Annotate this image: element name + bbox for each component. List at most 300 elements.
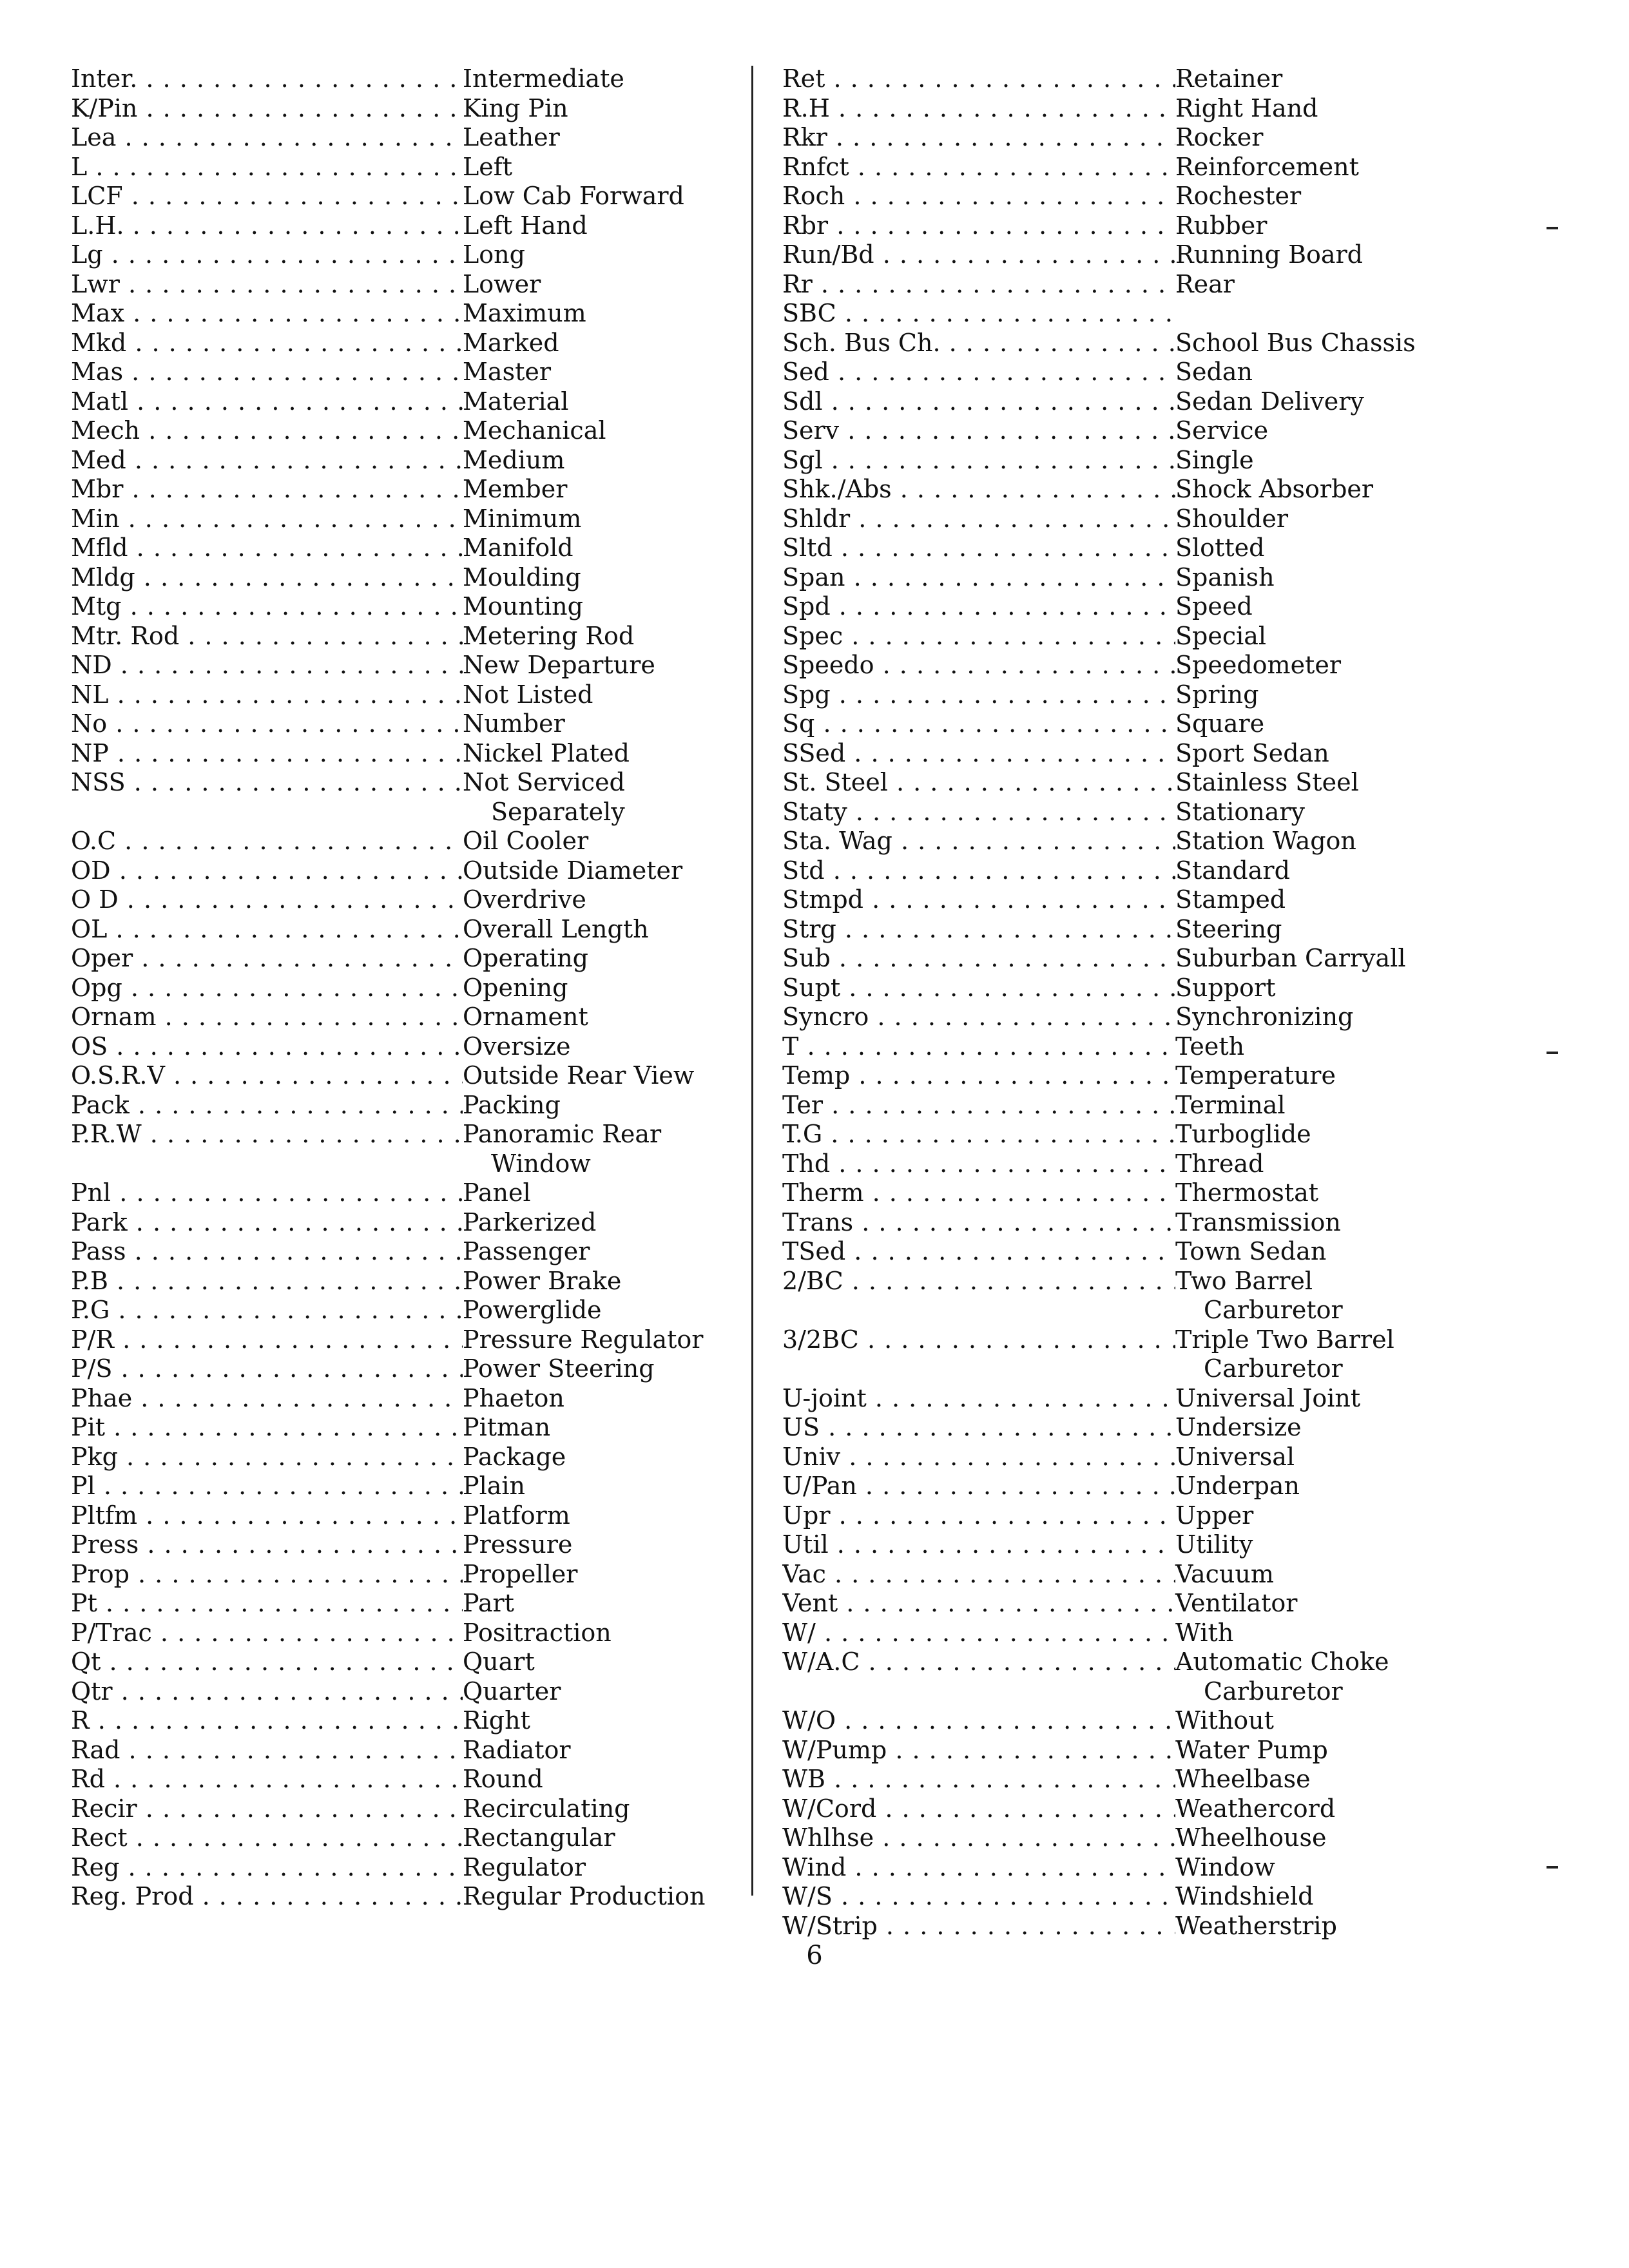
abbreviation-term: Sq . . . bbox=[782, 709, 1175, 739]
meaning-text: Moulding bbox=[463, 562, 581, 591]
abbreviation-meaning bbox=[1175, 505, 1440, 534]
abbreviation-meaning bbox=[1175, 387, 1440, 417]
abbreviation-meaning bbox=[463, 856, 715, 886]
abbreviation-meaning bbox=[463, 1472, 715, 1501]
margin-mark bbox=[1547, 1866, 1558, 1869]
meaning-continuation: Carburetor bbox=[1204, 1677, 1343, 1706]
abbreviation-term: Span . . . bbox=[782, 563, 1175, 593]
meaning-text: Manifold bbox=[463, 533, 574, 562]
abbreviation-entry bbox=[782, 563, 1440, 593]
abbreviation-meaning bbox=[463, 1706, 715, 1736]
meaning-text: Undersize bbox=[1175, 1413, 1302, 1441]
abbreviation-term: NSS . . . bbox=[71, 768, 463, 798]
abbreviation-term: Inter. . . . bbox=[71, 64, 463, 94]
abbreviation-term: Reg. Prod . . . bbox=[71, 1882, 463, 1912]
abbreviation-entry bbox=[782, 944, 1440, 974]
abbreviation-meaning bbox=[463, 944, 715, 974]
abbreviation-meaning bbox=[463, 563, 715, 593]
abbreviation-meaning bbox=[463, 651, 715, 680]
abbreviation-entry bbox=[782, 1736, 1440, 1765]
meaning-text: Not Listed bbox=[463, 680, 593, 709]
abbreviation-term: W/ . . . bbox=[782, 1619, 1175, 1648]
meaning-text: Thermostat bbox=[1175, 1178, 1319, 1207]
abbreviation-term: Sgl . . . bbox=[782, 446, 1175, 476]
abbreviation-meaning bbox=[1175, 1091, 1440, 1120]
meaning-text: Marked bbox=[463, 328, 559, 357]
abbreviation-entry bbox=[71, 533, 715, 563]
abbreviation-meaning bbox=[1175, 1208, 1440, 1238]
abbreviation-meaning bbox=[1175, 1120, 1440, 1149]
abbreviation-term: Speedo . . . bbox=[782, 651, 1175, 680]
abbreviation-meaning bbox=[1175, 709, 1440, 739]
abbreviation-term: P.G . . . bbox=[71, 1296, 463, 1325]
meaning-text: Utility bbox=[1175, 1530, 1253, 1559]
abbreviation-meaning bbox=[463, 1208, 715, 1238]
abbreviation-term: Stmpd . . . bbox=[782, 885, 1175, 915]
abbreviation-entry bbox=[71, 416, 715, 446]
abbreviation-meaning bbox=[463, 1853, 715, 1883]
meaning-text: Positraction bbox=[463, 1618, 612, 1647]
meaning-text: Terminal bbox=[1175, 1090, 1286, 1119]
abbreviation-meaning bbox=[1175, 1384, 1440, 1414]
abbreviation-meaning bbox=[463, 1296, 715, 1325]
abbreviation-meaning bbox=[1175, 64, 1440, 94]
meaning-text: Service bbox=[1175, 416, 1269, 445]
meaning-text: Radiator bbox=[463, 1735, 571, 1764]
abbreviation-term: Mas . . . bbox=[71, 358, 463, 387]
abbreviation-meaning bbox=[1175, 1823, 1440, 1853]
meaning-text: Stamped bbox=[1175, 885, 1286, 914]
abbreviation-entry bbox=[71, 387, 715, 417]
abbreviation-entry bbox=[782, 915, 1440, 945]
abbreviation-meaning bbox=[1175, 1472, 1440, 1501]
abbreviation-meaning bbox=[1175, 1794, 1440, 1824]
meaning-text: Lower bbox=[463, 269, 541, 298]
meaning-text: Sport Sedan bbox=[1175, 738, 1329, 767]
abbreviation-term: ND . . . bbox=[71, 651, 463, 680]
abbreviation-term: NP . . . bbox=[71, 739, 463, 769]
meaning-text: Overall Length bbox=[463, 914, 649, 943]
abbreviation-term: Mtr. Rod . . . bbox=[71, 622, 463, 651]
abbreviation-meaning bbox=[1175, 622, 1440, 651]
abbreviation-term: Vent . . . bbox=[782, 1589, 1175, 1619]
abbreviation-entry bbox=[71, 1501, 715, 1531]
meaning-text: Plain bbox=[463, 1472, 526, 1500]
abbreviation-term: Pt . . . bbox=[71, 1589, 463, 1619]
meaning-text: Pressure Regulator bbox=[463, 1325, 704, 1354]
meaning-text: Triple Two Barrel bbox=[1175, 1325, 1394, 1354]
abbreviation-term: L . . . bbox=[71, 153, 463, 182]
abbreviation-entry bbox=[782, 885, 1440, 915]
abbreviation-entry bbox=[782, 1384, 1440, 1414]
abbreviation-term: Syncro . . . bbox=[782, 1003, 1175, 1032]
meaning-text: Shock Absorber bbox=[1175, 475, 1374, 503]
abbreviation-meaning bbox=[463, 1882, 715, 1912]
abbreviation-term: Prop . . . bbox=[71, 1560, 463, 1590]
meaning-text: Sedan bbox=[1175, 358, 1253, 386]
abbreviation-meaning bbox=[463, 1648, 715, 1677]
meaning-text: Quart bbox=[463, 1648, 535, 1676]
abbreviation-entry bbox=[71, 1267, 715, 1296]
meaning-text: Reinforcement bbox=[1175, 152, 1359, 181]
abbreviation-entry bbox=[782, 1178, 1440, 1208]
abbreviation-entry bbox=[782, 1267, 1440, 1325]
abbreviation-entry bbox=[782, 475, 1440, 505]
meaning-text: Material bbox=[463, 387, 569, 416]
abbreviation-entry bbox=[71, 1443, 715, 1472]
abbreviation-term: P.B . . . bbox=[71, 1267, 463, 1296]
abbreviation-meaning bbox=[1175, 1032, 1440, 1062]
meaning-text: Metering Rod bbox=[463, 621, 635, 650]
abbreviation-entry bbox=[71, 944, 715, 974]
abbreviation-meaning bbox=[463, 1091, 715, 1120]
meaning-text: Without bbox=[1175, 1706, 1274, 1735]
abbreviation-term: Park . . . bbox=[71, 1208, 463, 1238]
abbreviation-term: Sed . . . bbox=[782, 358, 1175, 387]
abbreviation-entry bbox=[71, 1032, 715, 1062]
abbreviation-term: Lg . . . bbox=[71, 240, 463, 270]
abbreviation-entry bbox=[71, 1560, 715, 1590]
margin-mark bbox=[1547, 1052, 1558, 1054]
abbreviation-entry bbox=[782, 1765, 1440, 1794]
abbreviation-term: Opg . . . bbox=[71, 974, 463, 1003]
abbreviation-term: 2/BC . . . bbox=[782, 1267, 1175, 1296]
abbreviation-entry bbox=[71, 739, 715, 769]
abbreviation-entry bbox=[782, 739, 1440, 769]
abbreviation-entry bbox=[782, 1530, 1440, 1560]
abbreviation-term: O.S.R.V . . . bbox=[71, 1061, 463, 1091]
abbreviation-meaning bbox=[463, 739, 715, 769]
meaning-text: Not Serviced bbox=[463, 768, 625, 796]
abbreviation-entry bbox=[71, 1384, 715, 1414]
abbreviation-entry bbox=[782, 1091, 1440, 1120]
abbreviation-entry bbox=[71, 1530, 715, 1560]
abbreviation-entry bbox=[782, 533, 1440, 563]
abbreviation-entry bbox=[71, 1178, 715, 1208]
meaning-text: Windshield bbox=[1175, 1882, 1314, 1910]
abbreviation-term: TSed . . . bbox=[782, 1237, 1175, 1267]
meaning-text: Opening bbox=[463, 973, 568, 1002]
abbreviation-entry bbox=[782, 329, 1440, 358]
abbreviation-term: Temp . . . bbox=[782, 1061, 1175, 1091]
meaning-text: Regular Production bbox=[463, 1882, 706, 1910]
abbreviation-term: No . . . bbox=[71, 709, 463, 739]
meaning-text: Minimum bbox=[463, 504, 582, 533]
abbreviation-entry bbox=[782, 1912, 1440, 1941]
abbreviation-term: Mbr . . . bbox=[71, 475, 463, 505]
meaning-text: Platform bbox=[463, 1501, 570, 1530]
meaning-text: Operating bbox=[463, 944, 589, 972]
abbreviation-meaning bbox=[1175, 1178, 1440, 1208]
abbreviation-meaning bbox=[463, 1677, 715, 1707]
abbreviation-meaning bbox=[1175, 1736, 1440, 1765]
abbreviation-entry bbox=[782, 1061, 1440, 1091]
abbreviation-meaning bbox=[1175, 827, 1440, 856]
abbreviation-term: Rd . . . bbox=[71, 1765, 463, 1794]
meaning-text: Regulator bbox=[463, 1852, 586, 1881]
abbreviation-meaning bbox=[1175, 1149, 1440, 1179]
abbreviation-entry bbox=[71, 1354, 715, 1384]
abbreviation-meaning bbox=[463, 1061, 715, 1091]
abbreviation-entry bbox=[782, 1589, 1440, 1619]
abbreviation-term: Pack . . . bbox=[71, 1091, 463, 1120]
abbreviation-term: Strg . . . bbox=[782, 915, 1175, 945]
meaning-text: Number bbox=[463, 709, 565, 738]
abbreviation-entry bbox=[71, 240, 715, 270]
meaning-text: Rocker bbox=[1175, 123, 1264, 151]
meaning-text: Outside Rear View bbox=[463, 1061, 695, 1090]
meaning-text: Quarter bbox=[463, 1677, 561, 1706]
meaning-text: Outside Diameter bbox=[463, 856, 683, 885]
abbreviation-meaning bbox=[463, 123, 715, 153]
abbreviation-term: Oper . . . bbox=[71, 944, 463, 974]
abbreviation-meaning bbox=[463, 1384, 715, 1414]
meaning-text: Recirculating bbox=[463, 1794, 630, 1823]
meaning-text: Rear bbox=[1175, 269, 1235, 298]
abbreviation-term: L.H. . . . bbox=[71, 211, 463, 241]
abbreviation-entry bbox=[782, 94, 1440, 124]
meaning-text: Speedometer bbox=[1175, 651, 1341, 679]
abbreviation-meaning bbox=[1175, 1413, 1440, 1443]
abbreviation-entry bbox=[71, 1794, 715, 1824]
abbreviation-meaning bbox=[463, 1237, 715, 1267]
meaning-text: Weathercord bbox=[1175, 1794, 1336, 1823]
meaning-text: Sedan Delivery bbox=[1175, 387, 1364, 416]
meaning-text: Leather bbox=[463, 123, 560, 151]
abbreviation-meaning bbox=[463, 1794, 715, 1824]
abbreviation-entry bbox=[782, 651, 1440, 680]
abbreviation-term: P/Trac . . . bbox=[71, 1619, 463, 1648]
abbreviation-meaning bbox=[1175, 1619, 1440, 1648]
abbreviation-entry bbox=[782, 1443, 1440, 1472]
abbreviation-entry bbox=[71, 592, 715, 622]
abbreviation-entry bbox=[71, 1648, 715, 1677]
abbreviation-term: Matl . . . bbox=[71, 387, 463, 417]
abbreviation-term: U/Pan . . . bbox=[782, 1472, 1175, 1501]
abbreviation-meaning bbox=[463, 387, 715, 417]
abbreviation-entry bbox=[782, 768, 1440, 798]
meaning-text: Right Hand bbox=[1175, 93, 1318, 122]
abbreviation-meaning bbox=[463, 1413, 715, 1443]
abbreviation-meaning bbox=[463, 1823, 715, 1853]
abbreviation-entry bbox=[71, 1413, 715, 1443]
abbreviation-term: Shldr . . . bbox=[782, 505, 1175, 534]
abbreviation-meaning bbox=[1175, 329, 1440, 358]
abbreviation-entry bbox=[782, 1648, 1440, 1706]
abbreviation-meaning bbox=[463, 358, 715, 387]
abbreviation-meaning bbox=[463, 1120, 715, 1178]
abbreviation-meaning bbox=[463, 1267, 715, 1296]
abbreviation-entry bbox=[71, 651, 715, 680]
abbreviation-term: Wind . . . bbox=[782, 1853, 1175, 1883]
abbreviation-term: T.G . . . bbox=[782, 1120, 1175, 1149]
meaning-text: Spring bbox=[1175, 680, 1259, 709]
abbreviation-meaning bbox=[1175, 680, 1440, 710]
abbreviation-term: W/A.C . . . bbox=[782, 1648, 1175, 1677]
abbreviation-entry bbox=[782, 416, 1440, 446]
meaning-text: Part bbox=[463, 1589, 514, 1617]
abbreviation-entry bbox=[782, 240, 1440, 270]
meaning-text: Rubber bbox=[1175, 211, 1268, 240]
meaning-text: Intermediate bbox=[463, 64, 624, 93]
abbreviation-entry bbox=[782, 1619, 1440, 1648]
abbreviation-term: Ret . . . bbox=[782, 64, 1175, 94]
abbreviation-term: W/Pump . . . bbox=[782, 1736, 1175, 1765]
abbreviation-meaning bbox=[1175, 270, 1440, 300]
abbreviation-meaning bbox=[1175, 1589, 1440, 1619]
abbreviation-meaning bbox=[463, 1589, 715, 1619]
abbreviation-term: Qtr . . . bbox=[71, 1677, 463, 1707]
meaning-text: Shoulder bbox=[1175, 504, 1288, 533]
abbreviation-entry bbox=[782, 123, 1440, 153]
abbreviation-term: Sta. Wag . . . bbox=[782, 827, 1175, 856]
abbreviation-entry bbox=[71, 182, 715, 211]
abbreviation-entry bbox=[782, 387, 1440, 417]
abbreviation-entry bbox=[782, 182, 1440, 211]
abbreviation-term: Reg . . . bbox=[71, 1853, 463, 1883]
meaning-continuation: Window bbox=[491, 1149, 591, 1178]
abbreviation-term: Rect . . . bbox=[71, 1823, 463, 1853]
abbreviation-term: Pkg . . . bbox=[71, 1443, 463, 1472]
abbreviation-term: Util . . . bbox=[782, 1530, 1175, 1560]
abbreviation-meaning bbox=[1175, 240, 1440, 270]
abbreviation-entry bbox=[782, 299, 1440, 329]
meaning-text: Suburban Carryall bbox=[1175, 944, 1406, 972]
abbreviation-meaning bbox=[1175, 1853, 1440, 1883]
meaning-text: Speed bbox=[1175, 592, 1253, 620]
abbreviation-entry bbox=[71, 358, 715, 387]
margin-mark bbox=[1547, 227, 1558, 229]
abbreviation-meaning bbox=[463, 1003, 715, 1032]
abbreviation-term: Rbr . . . bbox=[782, 211, 1175, 241]
abbreviation-meaning bbox=[463, 475, 715, 505]
abbreviation-meaning bbox=[1175, 885, 1440, 915]
abbreviation-term: Sub . . . bbox=[782, 944, 1175, 974]
abbreviation-term: Mkd . . . bbox=[71, 329, 463, 358]
meaning-text: Station Wagon bbox=[1175, 827, 1356, 855]
abbreviation-entry bbox=[782, 1208, 1440, 1238]
meaning-text: Long bbox=[463, 240, 525, 269]
abbreviation-entry bbox=[71, 153, 715, 182]
abbreviation-entry bbox=[71, 446, 715, 476]
meaning-text: Weatherstrip bbox=[1175, 1911, 1337, 1940]
abbreviation-entry bbox=[71, 1619, 715, 1648]
abbreviation-entry bbox=[71, 270, 715, 300]
abbreviation-term: R.H . . . bbox=[782, 94, 1175, 124]
abbreviation-term: T . . . bbox=[782, 1032, 1175, 1062]
abbreviation-term: SSed . . . bbox=[782, 739, 1175, 769]
abbreviation-entry bbox=[71, 709, 715, 739]
abbreviation-term: Std . . . bbox=[782, 856, 1175, 886]
abbreviation-term: Recir . . . bbox=[71, 1794, 463, 1824]
abbreviation-entry bbox=[71, 94, 715, 124]
meaning-text: Wheelhouse bbox=[1175, 1823, 1327, 1852]
abbreviation-meaning bbox=[1175, 915, 1440, 945]
abbreviation-term: Pltfm . . . bbox=[71, 1501, 463, 1531]
abbreviation-term: St. Steel . . . bbox=[782, 768, 1175, 798]
abbreviation-term: Max . . . bbox=[71, 299, 463, 329]
abbreviation-term: Pl . . . bbox=[71, 1472, 463, 1501]
abbreviation-entry bbox=[782, 1501, 1440, 1531]
meaning-text: Square bbox=[1175, 709, 1265, 738]
abbreviation-term: P.R.W . . . bbox=[71, 1120, 463, 1149]
abbreviation-term: W/Cord . . . bbox=[782, 1794, 1175, 1824]
abbreviation-meaning bbox=[463, 622, 715, 651]
abbreviation-meaning bbox=[463, 915, 715, 945]
abbreviation-entry bbox=[71, 974, 715, 1003]
abbreviation-entry bbox=[71, 1882, 715, 1912]
abbreviation-meaning bbox=[463, 974, 715, 1003]
abbreviation-meaning bbox=[1175, 651, 1440, 680]
meaning-text: Panel bbox=[463, 1178, 531, 1207]
abbreviation-term: Rad . . . bbox=[71, 1736, 463, 1765]
abbreviation-meaning bbox=[463, 270, 715, 300]
abbreviation-entry bbox=[71, 856, 715, 886]
abbreviation-meaning bbox=[1175, 1267, 1440, 1325]
abbreviation-term: Roch . . . bbox=[782, 182, 1175, 211]
meaning-text: New Departure bbox=[463, 651, 655, 679]
abbreviation-entry bbox=[782, 1120, 1440, 1149]
abbreviation-term: Sltd . . . bbox=[782, 533, 1175, 563]
abbreviation-entry bbox=[782, 1560, 1440, 1590]
abbreviation-term: Mtg . . . bbox=[71, 592, 463, 622]
page-number: 6 bbox=[806, 1941, 823, 1970]
meaning-text: Pressure bbox=[463, 1530, 573, 1559]
abbreviation-term: Lwr . . . bbox=[71, 270, 463, 300]
abbreviation-entry bbox=[782, 1794, 1440, 1824]
abbreviation-term: 3/2BC . . . bbox=[782, 1325, 1175, 1355]
abbreviation-term: Ornam . . . bbox=[71, 1003, 463, 1032]
meaning-text: Stationary bbox=[1175, 797, 1306, 826]
abbreviation-entry bbox=[782, 1325, 1440, 1384]
abbreviation-meaning bbox=[463, 240, 715, 270]
meaning-text: Special bbox=[1175, 621, 1267, 650]
abbreviation-term: Serv . . . bbox=[782, 416, 1175, 446]
abbreviation-entry bbox=[782, 1472, 1440, 1501]
meaning-text: Maximum bbox=[463, 299, 586, 327]
meaning-text: Medium bbox=[463, 445, 565, 474]
abbreviation-meaning bbox=[1175, 94, 1440, 124]
abbreviation-meaning bbox=[1175, 768, 1440, 798]
abbreviation-meaning bbox=[463, 211, 715, 241]
abbreviation-entry bbox=[782, 709, 1440, 739]
meaning-continuation: Carburetor bbox=[1204, 1354, 1343, 1383]
abbreviation-meaning bbox=[463, 709, 715, 739]
abbreviation-term: OD . . . bbox=[71, 856, 463, 886]
meaning-text: Rectangular bbox=[463, 1823, 615, 1852]
abbreviation-term: Spd . . . bbox=[782, 592, 1175, 622]
abbreviation-entry bbox=[71, 1296, 715, 1325]
abbreviation-term: Rr . . . bbox=[782, 270, 1175, 300]
abbreviation-entry bbox=[71, 1823, 715, 1853]
meaning-text: Round bbox=[463, 1765, 543, 1793]
abbreviation-entry bbox=[71, 1237, 715, 1267]
abbreviation-term: Mfld . . . bbox=[71, 533, 463, 563]
meaning-text: King Pin bbox=[463, 93, 568, 122]
abbreviation-entry bbox=[782, 1237, 1440, 1267]
abbreviation-meaning bbox=[463, 827, 715, 856]
abbreviation-meaning bbox=[463, 1325, 715, 1355]
meaning-text: Universal bbox=[1175, 1442, 1295, 1471]
abbreviation-entry bbox=[71, 768, 715, 827]
abbreviation-entry bbox=[71, 1706, 715, 1736]
abbreviation-term: R . . . bbox=[71, 1706, 463, 1736]
meaning-text: Stainless Steel bbox=[1175, 768, 1359, 796]
abbreviation-term: OL . . . bbox=[71, 915, 463, 945]
meaning-text: Temperature bbox=[1175, 1061, 1336, 1090]
abbreviation-meaning bbox=[463, 94, 715, 124]
meaning-text: Nickel Plated bbox=[463, 738, 630, 767]
